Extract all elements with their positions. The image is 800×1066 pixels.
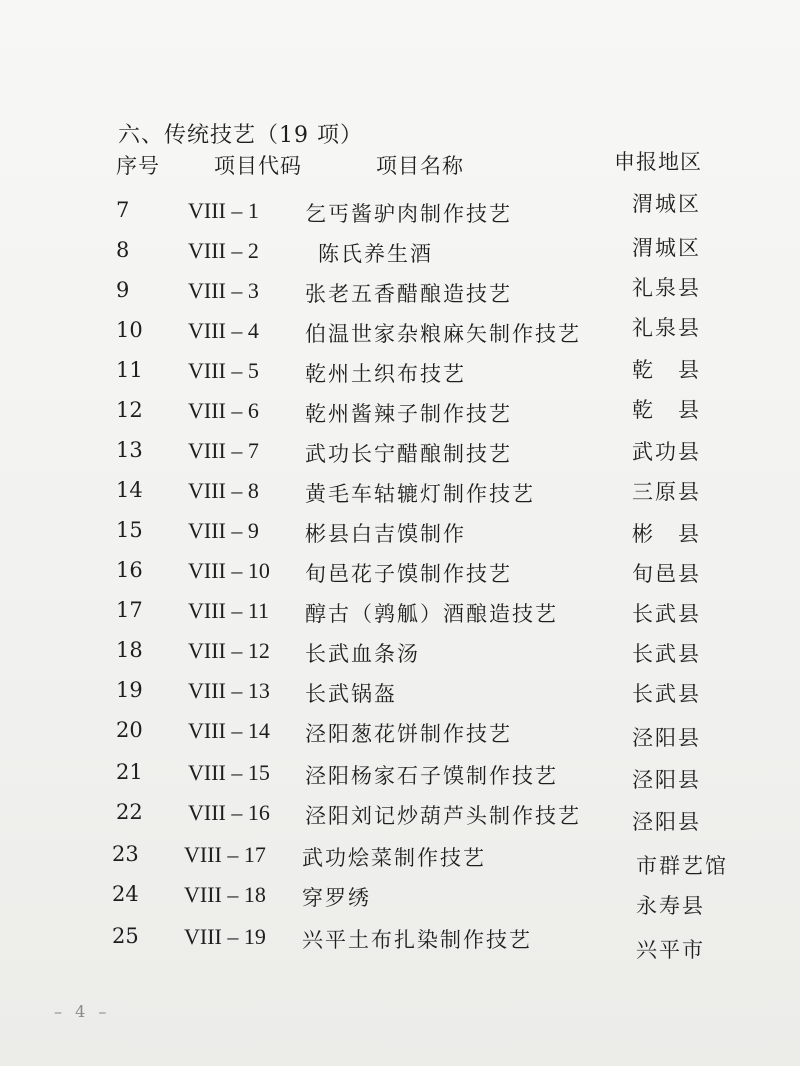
header-region: 申报地区	[614, 150, 702, 174]
row-seq: 13	[116, 438, 143, 462]
row-seq: 21	[116, 760, 143, 784]
page-number: – 4 –	[54, 1002, 111, 1021]
row-seq: 15	[116, 518, 143, 542]
row-code: VIII – 1	[188, 198, 259, 223]
row-region: 长武县	[632, 682, 701, 706]
row-region: 乾 县	[632, 358, 701, 382]
table-row	[0, 718, 800, 758]
row-code: VIII – 5	[188, 358, 259, 383]
row-name: 武功烩菜制作技艺	[302, 846, 486, 870]
row-code: VIII – 8	[188, 478, 259, 503]
table-row	[0, 678, 800, 718]
header-name: 项目名称	[376, 154, 464, 178]
row-region: 长武县	[632, 602, 701, 626]
row-name: 穿罗绣	[302, 886, 371, 910]
row-seq: 16	[116, 558, 143, 582]
row-name: 陈氏养生酒	[318, 242, 433, 266]
row-name: 泾阳杨家石子馍制作技艺	[305, 764, 558, 788]
row-name: 泾阳葱花饼制作技艺	[305, 722, 512, 746]
row-name: 兴平土布扎染制作技艺	[302, 928, 532, 952]
table-row	[0, 558, 800, 598]
table-row	[0, 318, 800, 358]
row-seq: 9	[116, 278, 130, 302]
row-region: 武功县	[632, 440, 701, 464]
row-seq: 24	[112, 882, 139, 906]
row-region: 旬邑县	[632, 562, 701, 586]
row-region: 泾阳县	[632, 726, 701, 750]
row-seq: 25	[112, 924, 139, 948]
table-row	[0, 478, 800, 518]
row-seq: 18	[116, 638, 143, 662]
row-name: 伯温世家杂粮麻矢制作技艺	[305, 322, 581, 346]
row-name: 乾州酱辣子制作技艺	[305, 402, 512, 426]
table-row	[0, 638, 800, 678]
row-code: VIII – 19	[184, 924, 266, 949]
row-name: 武功长宁醋酿制技艺	[305, 442, 512, 466]
row-seq: 14	[116, 478, 143, 502]
row-name: 泾阳刘记炒葫芦头制作技艺	[305, 804, 581, 828]
table-row	[0, 398, 800, 438]
row-region: 乾 县	[632, 398, 701, 422]
row-code: VIII – 17	[184, 842, 266, 867]
row-seq: 8	[116, 238, 130, 262]
row-code: VIII – 15	[188, 760, 270, 785]
row-region: 礼泉县	[632, 276, 701, 300]
row-region: 礼泉县	[632, 316, 701, 340]
row-code: VIII – 18	[184, 882, 266, 907]
row-region: 泾阳县	[632, 810, 701, 834]
row-code: VIII – 13	[188, 678, 270, 703]
row-region: 渭城区	[632, 192, 701, 216]
row-name: 旬邑花子馍制作技艺	[305, 562, 512, 586]
row-code: VIII – 12	[188, 638, 270, 663]
row-code: VIII – 14	[188, 718, 270, 743]
row-seq: 17	[116, 598, 143, 622]
row-code: VIII – 9	[188, 518, 259, 543]
row-seq: 7	[116, 198, 130, 222]
table-row	[0, 924, 800, 964]
row-region: 永寿县	[636, 894, 705, 918]
row-code: VIII – 16	[188, 800, 270, 825]
row-region: 长武县	[632, 642, 701, 666]
row-seq: 19	[116, 678, 143, 702]
table-row	[0, 518, 800, 558]
section-title: 六、传统技艺（19 项）	[118, 123, 363, 148]
row-name: 长武锅盔	[305, 682, 397, 706]
row-seq: 11	[116, 358, 143, 382]
row-region: 兴平市	[636, 938, 705, 962]
row-region: 三原县	[632, 480, 701, 504]
row-region: 彬 县	[632, 522, 701, 546]
row-seq: 12	[116, 398, 143, 422]
row-region: 市群艺馆	[636, 854, 728, 878]
row-seq: 10	[116, 318, 143, 342]
row-region: 渭城区	[632, 236, 701, 260]
row-code: VIII – 7	[188, 438, 259, 463]
row-region: 泾阳县	[632, 768, 701, 792]
table-row	[0, 800, 800, 840]
table-row	[0, 358, 800, 398]
table-row	[0, 842, 800, 882]
row-code: VIII – 4	[188, 318, 259, 343]
row-name: 长武血条汤	[305, 642, 420, 666]
row-code: VIII – 11	[188, 598, 270, 623]
table-row	[0, 760, 800, 800]
row-seq: 20	[116, 718, 143, 742]
row-code: VIII – 10	[188, 558, 270, 583]
row-seq: 23	[112, 842, 139, 866]
table-row	[0, 438, 800, 478]
header-seq: 序号	[116, 154, 160, 178]
row-seq: 22	[116, 800, 143, 824]
row-name: 黄毛车轱辘灯制作技艺	[305, 482, 535, 506]
table-row	[0, 598, 800, 638]
row-name: 醇古（鹑觚）酒酿造技艺	[305, 602, 558, 626]
table-row	[0, 882, 800, 922]
row-code: VIII – 2	[188, 238, 259, 263]
row-name: 张老五香醋酿造技艺	[305, 282, 512, 306]
row-name: 乾州土织布技艺	[305, 362, 466, 386]
header-code: 项目代码	[214, 154, 302, 178]
row-name: 彬县白吉馍制作	[305, 522, 466, 546]
row-code: VIII – 3	[188, 278, 259, 303]
row-name: 乞丐酱驴肉制作技艺	[305, 202, 512, 226]
row-code: VIII – 6	[188, 398, 259, 423]
